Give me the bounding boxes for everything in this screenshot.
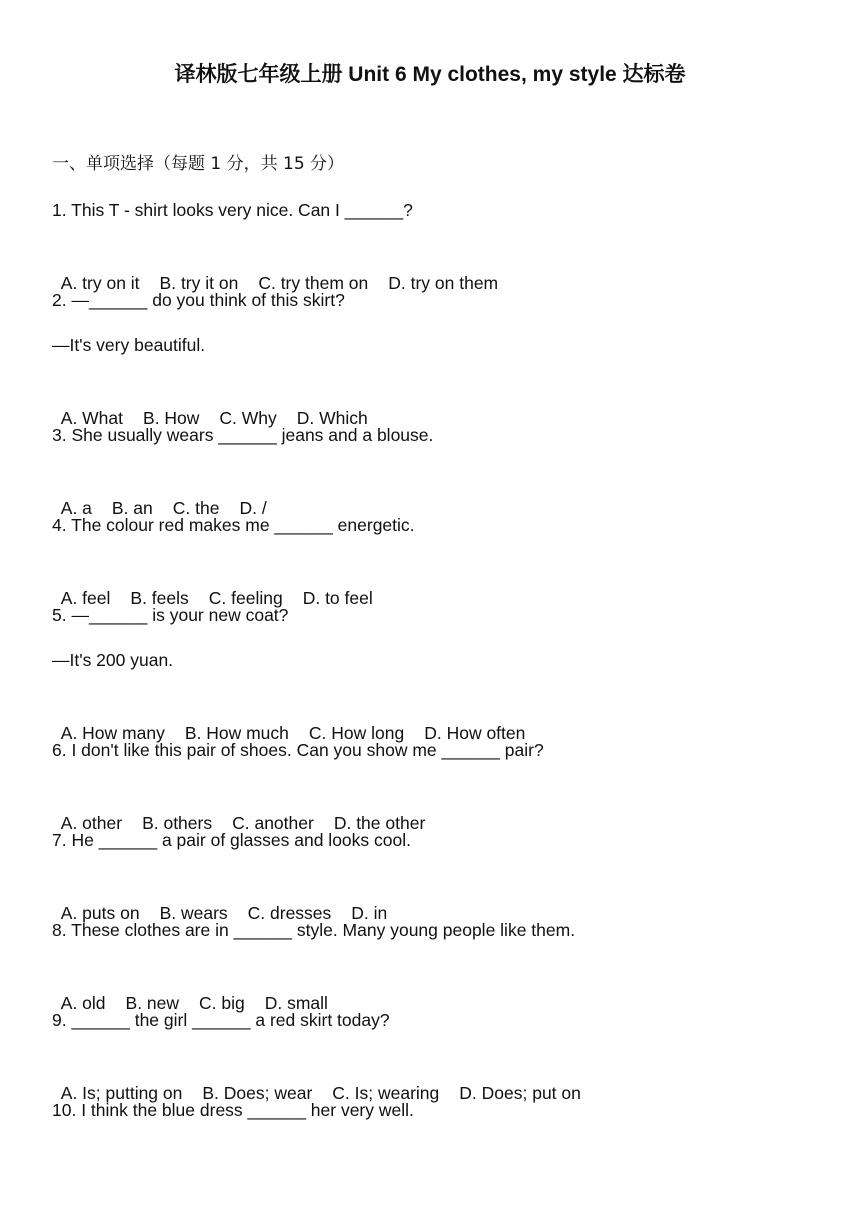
option-c: C. the xyxy=(172,498,220,518)
question-9-stem: 9. ______ the girl ______ a red skirt today? xyxy=(52,1010,390,1030)
option-d: D. in xyxy=(351,903,388,923)
option-d: D. Which xyxy=(296,408,368,428)
question-5-stem: 5. —______ is your new coat? xyxy=(52,605,289,625)
question-6-stem: 6. I don't like this pair of shoes. Can you show me ______ pair? xyxy=(52,740,544,760)
option-a: A. try on it xyxy=(60,273,140,293)
option-c: C. feeling xyxy=(208,588,283,608)
option-d: D. small xyxy=(264,993,328,1013)
option-b: B. Does; wear xyxy=(202,1083,313,1103)
option-b: B. feels xyxy=(130,588,189,608)
question-2-reply: —It's very beautiful. xyxy=(52,335,206,355)
option-d: D. Does; put on xyxy=(459,1083,581,1103)
option-a: A. What xyxy=(60,408,124,428)
option-a: A. Is; putting on xyxy=(60,1083,183,1103)
option-c: C. dresses xyxy=(247,903,332,923)
option-d: D. try on them xyxy=(388,273,499,293)
option-b: B. an xyxy=(111,498,153,518)
option-c: C. another xyxy=(232,813,314,833)
option-b: B. How much xyxy=(184,723,289,743)
option-a: A. How many xyxy=(60,723,165,743)
option-d: D. the other xyxy=(333,813,426,833)
option-c: C. Is; wearing xyxy=(332,1083,440,1103)
question-7-stem: 7. He ______ a pair of glasses and looks cool. xyxy=(52,830,411,850)
option-b: B. new xyxy=(125,993,180,1013)
option-a: A. other xyxy=(60,813,123,833)
question-3-stem: 3. She usually wears ______ jeans and a blouse. xyxy=(52,425,434,445)
option-a: A. feel xyxy=(60,588,111,608)
question-4-stem: 4. The colour red makes me ______ energetic. xyxy=(52,515,415,535)
option-b: B. How xyxy=(143,408,200,428)
option-c: C. How long xyxy=(308,723,405,743)
option-a: A. a xyxy=(60,498,92,518)
option-b: B. try it on xyxy=(159,273,239,293)
option-b: B. wears xyxy=(159,903,228,923)
option-c: C. try them on xyxy=(258,273,369,293)
option-a: A. puts on xyxy=(60,903,140,923)
option-d: D. How often xyxy=(424,723,526,743)
question-5-reply: —It's 200 yuan. xyxy=(52,650,174,670)
section-heading: 一、单项选择（每题 1 分，共 15 分） xyxy=(52,154,345,174)
option-a: A. old xyxy=(60,993,106,1013)
document-title: 译林版七年级上册 Unit 6 My clothes, my style 达标卷 xyxy=(174,63,686,86)
option-c: C. Why xyxy=(219,408,277,428)
option-b: B. others xyxy=(142,813,213,833)
question-2-stem: 2. —______ do you think of this skirt? xyxy=(52,290,345,310)
question-10-stem: 10. I think the blue dress ______ her very well. xyxy=(52,1100,414,1120)
option-d: D. / xyxy=(239,498,267,518)
question-1-stem: 1. This T - shirt looks very nice. Can I ______? xyxy=(52,200,413,220)
option-d: D. to feel xyxy=(302,588,373,608)
question-8-stem: 8. These clothes are in ______ style. Many young people like them. xyxy=(52,920,576,940)
option-c: C. big xyxy=(199,993,245,1013)
